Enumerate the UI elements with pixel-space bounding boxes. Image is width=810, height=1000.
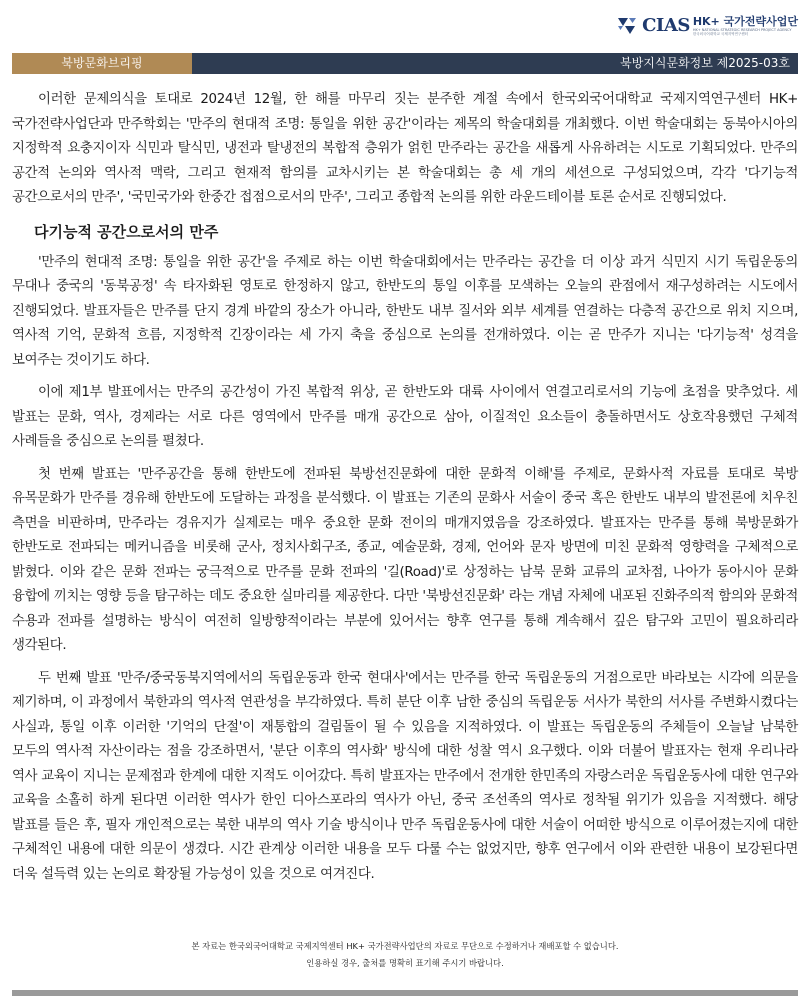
article-body <box>12 88 798 895</box>
copyright-line-1: 본 자료는 한국외국어대학교 국제지역센터 HK+ 국가전략사업단의 자료로 무단으로 수정하거나 재배포할 수 없습니다. <box>191 941 619 951</box>
issue-number: 북방지식문화정보 제2025-03호 <box>620 56 790 70</box>
paragraph-theme: '만주의 현대적 조명: 통일을 위한 공간'을 주제로 하는 이번 학술대회에서는 만주라는 공간을 더 이상 과거 식민지 시기 독립운동의 무대나 중국의 '동북공정' 속 타자화된 영토로 한정하지 않고, 한반도의 통일 이후를 모색하는 오늘의 관점에서 재구성하려는 시도에서 진행되었다. 발표자들은 만주를 단지 경계 바깥의 장소가 아니라, 한반도 내부 질서와 외부 세계를 연결하는 다층적 공간으로 위치 지으며, 역사적 기억, 문화적 흐름, 지정학적 긴장이라는 세 가지 축을 중심으로 논의를 전개하였다. 이는 곧 만주가 지니는 '다기능적' 성격을 보여주는 것이기도 하다. <box>12 254 798 368</box>
paragraph-first-talk: 첫 번째 발표는 '만주공간을 통해 한반도에 전파된 북방선진문화에 대한 문화적 이해'를 주제로, 문화사적 자료를 토대로 북방 유목문화가 만주를 경유해 한반도에 도달하는 과정을 분석했다. 이 발표는 기존의 문화사 서술이 중국 혹은 한반도 내부의 발전론에 치우친 측면을 비판하며, 만주라는 경유지가 실제로는 매우 중요한 문화 전이의 매개지였음을 강조하였다. 발표자는 만주를 통해 북방문화가 한반도로 전파되는 메커니즘을 비롯해 군사, 정치사회구조, 종교, 예술문화, 경제, 언어와 문자 방면에 미친 문화적 영향력을 구체적으로 밝혔다. 이와 같은 문화 전파는 궁극적으로 만주를 문화 전파의 '길(Road)'로 상정하는 남북 문화 교류의 교차점, 나아가 동아시아 문화 융합에 끼치는 영향 등을 탐구하는 데도 중요한 실마리를 제공한다. 다만 '북방선진문화' 라는 개념 자체에 내포된 진화주의적 함의와 문화적 수용과 전파를 설명하는 방식이 여전히 일방향적이라는 부분에 있어서는 향후 연구를 통해 계속해서 깊은 탐구와 고민이 필요하리라 생각된다. <box>12 466 798 653</box>
paragraph-second-talk: 두 번째 발표 '만주/중국동북지역에서의 독립운동과 한국 현대사'에서는 만주를 한국 독립운동의 거점으로만 바라보는 시각에 의문을 제기하며, 이 과정에서 북한과의 역사적 연관성을 부각하였다. 특히 분단 이후 남한 중심의 독립운동 서사가 북한의 서사를 주변화시켰다는 사실과, 통일 이후 이러한 '기억의 단절'이 재통합의 걸림돌이 될 수 있음을 지적하였다. 이 발표는 독립운동의 주체들이 오늘날 남북한 모두의 역사적 자산이라는 점을 강조하면서, '분단 이후의 역사화' 방식에 대한 성찰 역시 요구했다. 이와 더불어 발표자는 현재 우리나라 역사 교육이 지니는 문제점과 한계에 대한 지적도 이어갔다. 특히 발표자는 만주에서 전개한 한민족의 자랑스러운 독립운동사에 대한 연구와 교육을 소홀히 하게 된다면 이러한 역사가 한인 디아스포라의 역사가 아닌, 중국 조선족의 역사로 정착될 위기가 있음을 지적했다. 해당 발표를 들은 후, 필자 개인적으로는 북한 내부의 역사 기술 방식이나 만주 독립운동사에 대한 서술이 어떠한 방식으로 이루어졌는지에 대한 구체적인 내용에 대한 의문이 생겼다. 시간 관계상 이러한 내용을 모두 다룰 수는 없었지만, 향후 연구에서 이와 관련한 내용이 보강된다면 더욱 설득력 있는 논의로 확장될 가능성이 있을 것으로 여겨진다. <box>12 670 798 882</box>
logo-subtitle-en: HK+ NATIONAL STRATEGIC RESEARCH PROJECT AGENCY <box>692 28 792 32</box>
bottom-divider <box>12 990 798 996</box>
series-label: 북방문화브리핑 <box>12 53 192 74</box>
header-band <box>12 53 798 74</box>
copyright-notice <box>0 938 810 972</box>
copyright-line-2: 인용하실 경우, 출처를 명확히 표기해 주시기 바랍니다. <box>306 958 504 968</box>
logo-subtitle-ko: 한국외국어대학교 국제지역연구센터 <box>692 31 749 36</box>
section-heading: 다기능적 공간으로서의 만주 <box>34 222 219 241</box>
cias-logo <box>615 14 798 38</box>
logo-wordmark: CIAS <box>642 15 690 36</box>
paragraph-intro: 이러한 문제의식을 토대로 2024년 12월, 한 해를 마무리 짓는 분주한 계절 속에서 한국외국어대학교 국제지역연구센터 HK+ 국가전략사업단과 만주학회는 '만주의 현대적 조명: 통일을 위한 공간'이라는 제목의 학술대회를 개최했다. 이번 학술대회는 동북아시아의 지정학적 요충지이자 식민과 탈식민, 냉전과 탈냉전의 복합적 층위가 얽힌 만주라는 공간을 새롭게 사유하려는 시도로 기획되었다. 만주의 공간적 논의와 역사적 맥락, 그리고 현재적 함의를 교차시키는 본 학술대회는 총 세 개의 세션으로 구성되었으며, 각각 '다기능적 공간으로서의 만주', '국민국가와 한중간 접점으로서의 만주', 그리고 종합적 논의를 위한 라운드테이블 토론 순서로 진행되었다. <box>12 92 798 205</box>
paragraph-session1: 이에 제1부 발표에서는 만주의 공간성이 가진 복합적 위상, 곧 한반도와 대륙 사이에서 연결고리로서의 기능에 초점을 맞추었다. 세 발표는 문화, 역사, 경제라는 서로 다른 영역에서 만주를 매개 공간으로 삼아, 이질적인 요소들이 충돌하면서도 상호작용했던 구체적 사례들을 중심으로 논의를 펼쳤다. <box>12 385 798 449</box>
cias-emblem-icon <box>615 14 639 38</box>
logo-org-name: HK+ 국가전략사업단 <box>692 15 798 28</box>
